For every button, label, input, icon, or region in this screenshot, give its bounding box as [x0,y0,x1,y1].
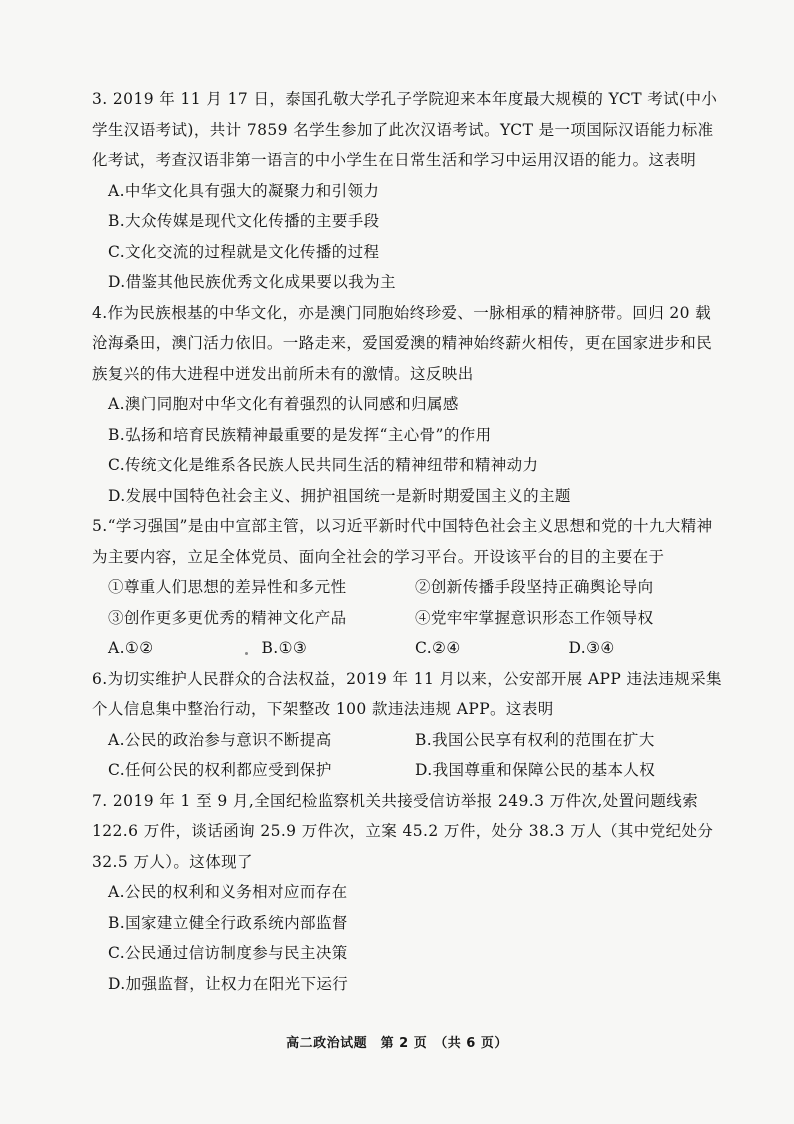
question-4 [92,298,722,512]
statement-2: ②创新传播手段坚持正确舆论导向 [415,578,654,596]
option-a: A.澳门同胞对中华文化有着强烈的认同感和归属感 [108,395,459,413]
scan-speck [245,652,248,655]
question-stem: 5.“学习强国”是由中宣部主管，以习近平新时代中国特色社会主义思想和党的十九大精神为主要内容，立足全体党员、面向全社会的学习平台。开设该平台的目的主要在于 [92,517,713,566]
choice-d: D.③④ [568,639,615,657]
option-b: B.弘扬和培育民族精神最重要的是发挥“主心骨”的作用 [108,425,492,444]
question-stem: 4.作为民族根基的中华文化，亦是澳门同胞始终珍爱、一脉相承的精神脐带。回归 20 载沧海桑田，澳门活力依旧。一路走来，爱国爱澳的精神始终薪火相传，更在国家进步和民族复兴的伟大进程中迸发出前所未有的激情。这反映出 [92,303,713,383]
question-6 [92,664,722,786]
option-b: B.我国公民享有权利的范围在扩大 [415,730,655,749]
option-row [92,755,722,786]
question-stem: 3. 2019 年 11 月 17 日，泰国孔敬大学孔子学院迎来本年度最大规模的 YCT 考试(中小学生汉语考试)，共计 7859 名学生参加了此次汉语考试。YCT 是一项国际汉语能力标准化考试，考查汉语非第一语言的中小学生在日常生活和学习中运用汉语的能力。这表明 [92,90,718,169]
option-d: D.发展中国特色社会主义、拥护祖国统一是新时期爱国主义的主题 [108,486,571,505]
statement-1: ①尊重人们思想的差异性和多元性 [108,578,347,596]
choice-a: A.①② [108,639,154,657]
option-a: A.公民的政治参与意识不断提高 [108,730,332,749]
choice-row [92,633,722,664]
question-stem: 7. 2019 年 1 至 9 月,全国纪检监察机关共接受信访举报 249.3 万件次,处置问题线索 122.6 万件，谈话函询 25.9 万件次，立案 45.2 万件，处分 38.3 万人（其中党纪处分 32.5 万人）。这体现了 [92,791,714,871]
option-row [92,725,722,756]
questions-area [92,84,722,999]
question-5 [92,511,722,664]
question-3 [92,84,722,298]
question-stem: 6.为切实维护人民群众的合法权益，2019 年 11 月以来，公安部开展 APP 违法违规采集个人信息集中整治行动，下架整改 100 款违法违规 APP。这表明 [92,669,722,718]
option-b: B.大众传媒是现代文化传播的主要手段 [108,212,380,230]
option-c: C.任何公民的权利都应受到保护 [108,761,332,779]
option-a: A.中华文化具有强大的凝聚力和引领力 [108,181,380,200]
statement-row [92,603,722,634]
option-c: C.传统文化是维系各民族人民共同生活的精神纽带和精神动力 [108,456,539,474]
statement-row [92,572,722,603]
page-footer: 高二政治试题 第 2 页 （共 6 页） [286,1036,508,1051]
statement-3: ③创作更多更优秀的精神文化产品 [108,608,347,627]
option-d: D.借鉴其他民族优秀文化成果要以我为主 [108,273,396,291]
option-d: D.我国尊重和保障公民的基本人权 [415,761,656,779]
option-c: C.文化交流的过程就是文化传播的过程 [108,242,380,261]
option-a: A.公民的权利和义务相对应而存在 [108,883,348,901]
option-c: C.公民通过信访制度参与民主决策 [108,944,348,962]
choice-b: B.①③ [261,639,308,657]
option-b: B.国家建立健全行政系统内部监督 [108,913,348,932]
option-d: D.加强监督，让权力在阳光下运行 [108,974,349,993]
question-7 [92,786,722,1000]
choice-c: C.②④ [415,639,461,657]
statement-4: ④党牢牢掌握意识形态工作领导权 [415,608,654,627]
